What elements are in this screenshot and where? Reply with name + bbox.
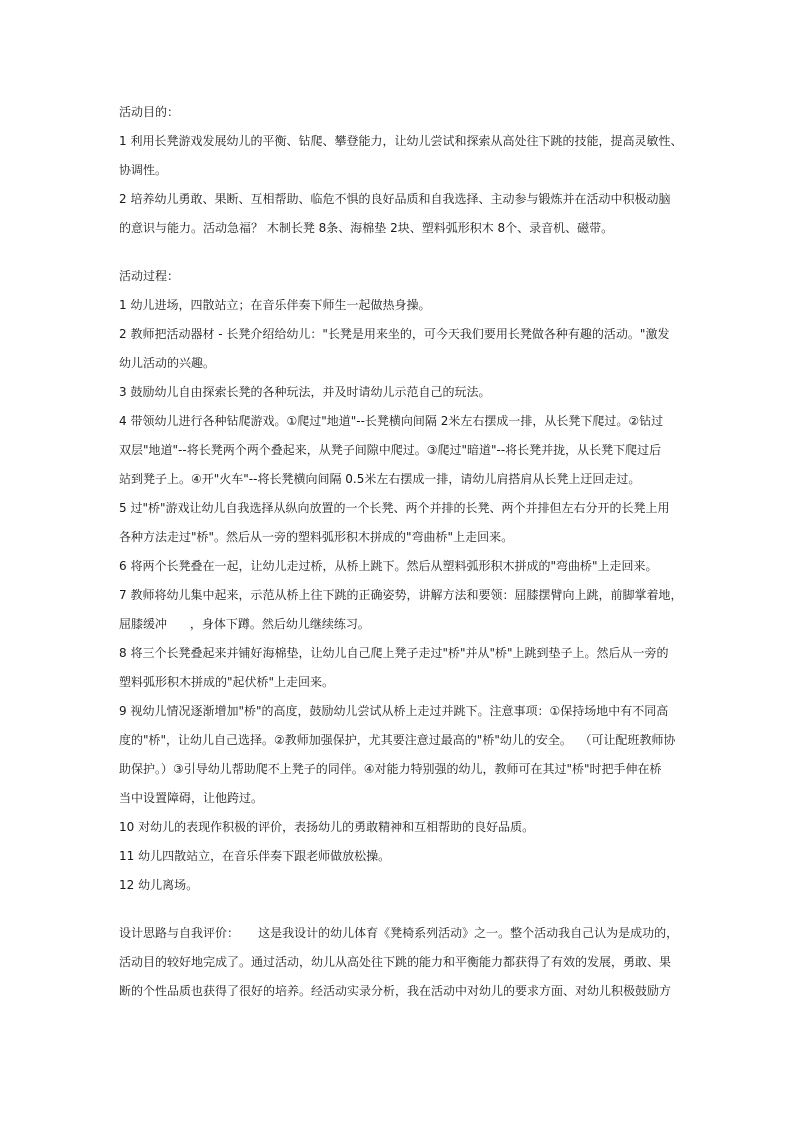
process-heading: 活动过程：	[119, 269, 180, 283]
process-line: 双层"地道"--将长凳两个两个叠起来，从凳子间隙中爬过。③爬过"暗道"--将长凳并拢，从长凳下爬过后	[119, 443, 662, 457]
section-gap	[119, 900, 679, 919]
objective-item-2-line-1: 2 培养幼儿勇敢、果断、互相帮助、临危不惧的良好品质和自我选择、主动参与锻炼并在活动中积极动脑	[119, 192, 671, 206]
process-line: 2 教师把活动器材 - 长凳介绍给幼儿："长凳是用来坐的，可今天我们要用长凳做各种有趣的活动。"激发	[119, 327, 670, 341]
process-line: 10 对幼儿的表现作积极的评价，表扬幼儿的勇敢精神和互相帮助的良好品质。	[119, 820, 535, 834]
process-line: 各种方法走过"桥"。然后从一旁的塑料弧形积木拼成的"弯曲桥"上走回来。	[119, 530, 514, 544]
process-line: 6 将两个长凳叠在一起，让幼儿走过桥，从桥上跳下。然后从塑料弧形积木拼成的"弯曲桥"上走回来。	[119, 559, 658, 573]
process-line: 5 过"桥"游戏让幼儿自我选择从纵向放置的一个长凳、两个并排的长凳、两个并排但左右分开的长凳上用	[119, 501, 670, 515]
process-line: 12 幼儿离场。	[119, 878, 199, 892]
process-line: 度的"桥"，让幼儿自己选择。②教师加强保护，尤其要注意过最高的"桥"幼儿的安全。 （可让配班教师协	[119, 733, 676, 747]
process-steps	[119, 291, 683, 900]
evaluation-line: 活动目的较好地完成了。通过活动，幼儿从高处往下跳的能力和平衡能力都获得了有效的发展，勇敢、果	[119, 955, 672, 969]
process-line: 幼儿活动的兴趣。	[119, 356, 216, 370]
process-line: 3 鼓励幼儿自由探索长凳的各种玩法，并及时请幼儿示范自己的玩法。	[119, 385, 491, 399]
objectives-heading: 活动目的：	[119, 105, 180, 119]
process-line: 9 视幼儿情况逐渐增加"桥"的高度，鼓励幼儿尝试从桥上走过并跳下。注意事项：①保持场地中有不同高	[119, 704, 669, 718]
objective-item-1-line-1: 1 利用长凳游戏发展幼儿的平衡、钻爬、攀登能力，让幼儿尝试和探索从高处往下跳的技能，提高灵敏性、	[119, 134, 683, 148]
process-line: 11 幼儿四散站立，在音乐伴奏下跟老师做放松操。	[119, 849, 391, 863]
evaluation-line: 断的个性品质也获得了很好的培养。经活动实录分析，我在活动中对幼儿的要求方面、对幼儿积极鼓励方	[119, 984, 672, 998]
process-line: 当中设置障碍，让他跨过。	[119, 791, 264, 805]
process-line: 站到凳子上。④开"火车"--将长凳横向间隔 0.5米左右摆成一排，请幼儿肩搭肩从长凳上迂回走过。	[119, 472, 641, 486]
document-body	[119, 98, 683, 1006]
process-line: 1 幼儿进场，四散站立；在音乐伴奏下师生一起做热身操。	[119, 298, 431, 312]
process-line: 8 将三个长凳叠起来并铺好海棉垫，让幼儿自己爬上凳子走过"桥"并从"桥"上跳到垫子上。然后从一旁的	[119, 646, 669, 660]
process-line: 4 带领幼儿进行各种钻爬游戏。①爬过"地道"--长凳横向间隔 2米左右摆成一排，从长凳下爬过。②钻过	[119, 414, 664, 428]
evaluation-paragraph	[119, 919, 679, 1006]
process-line: 屈膝缓冲 ，身体下蹲。然后幼儿继续练习。	[119, 617, 370, 631]
objective-item-1-line-2: 协调性。	[119, 163, 168, 177]
evaluation-line: 设计思路与自我评价： 这是我设计的幼儿体育《凳椅系列活动》之一。整个活动我自己认为是成功的，	[119, 926, 679, 940]
process-line: 7 教师将幼儿集中起来，示范从桥上往下跳的正确姿势，讲解方法和要领：屈膝摆臂向上跳，前脚掌着地，	[119, 588, 683, 602]
process-line: 助保护。）③引导幼儿帮助爬不上凳子的同伴。④对能力特别强的幼儿，教师可在其过"桥"时把手伸在桥	[119, 762, 662, 776]
section-gap	[119, 243, 679, 262]
process-line: 塑料弧形积木拼成的"起伏桥"上走回来。	[119, 675, 335, 689]
objective-item-2-line-2: 的意识与能力。活动急福？ 木制长凳 8条、海棉垫 2块、塑料弧形积木 8个、录音机、磁带。	[119, 221, 614, 235]
